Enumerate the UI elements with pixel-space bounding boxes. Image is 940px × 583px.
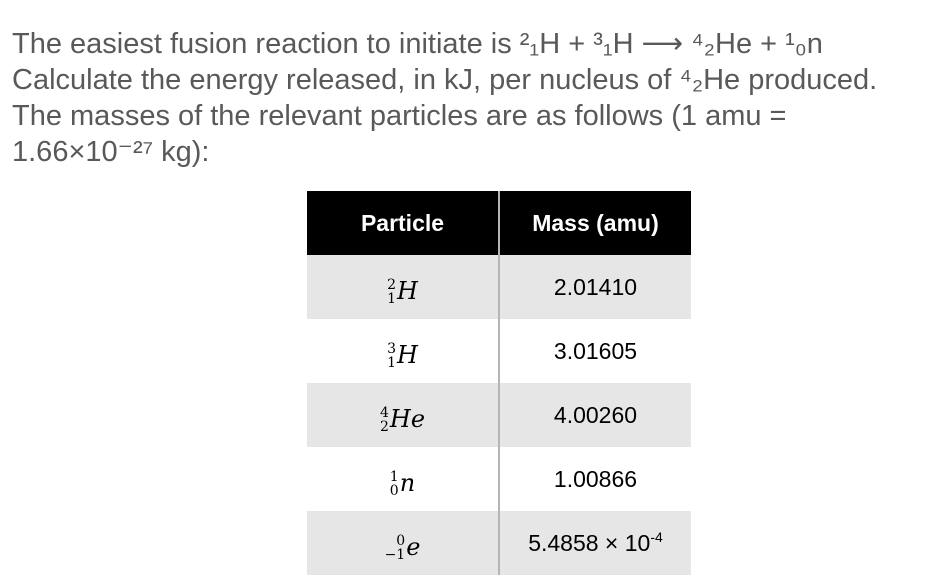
mass-cell: 3.01605	[499, 319, 691, 383]
particle-cell	[307, 319, 499, 383]
mass-number: 4	[379, 405, 389, 421]
table-row	[307, 511, 691, 575]
table-header-row	[307, 191, 691, 255]
atomic-number: 1	[387, 291, 396, 307]
table-row	[307, 447, 691, 511]
element-symbol: n	[399, 469, 416, 497]
mass-number: 2	[387, 277, 396, 293]
mass-number: 1	[389, 469, 399, 485]
question-line-2: Calculate the energy released, in kJ, per nucleus of ⁴₂He produced.	[12, 64, 878, 96]
particle-mass-table	[307, 191, 691, 575]
atomic-number: 2	[379, 419, 389, 435]
mass-cell: 2.01410	[499, 255, 691, 319]
question-line-1: The easiest fusion reaction to initiate is ²₁H + ³₁H ⟶ ⁴₂He + ¹₀n	[12, 28, 823, 60]
element-symbol: He	[389, 405, 426, 433]
atomic-number: 1	[387, 355, 396, 371]
mass-number: 3	[387, 341, 396, 357]
question-line-4: 1.66×10⁻²⁷ kg):	[12, 136, 210, 168]
mass-cell	[499, 511, 691, 575]
element-symbol: H	[396, 341, 418, 369]
mass-exponent: -4	[650, 529, 663, 545]
particle-cell	[307, 447, 499, 511]
nuclide-electron	[385, 532, 421, 562]
table-row	[307, 319, 691, 383]
particle-cell	[307, 383, 499, 447]
nuclide-neutron	[390, 468, 415, 498]
element-symbol: e	[406, 533, 421, 561]
atomic-number: 0	[389, 483, 399, 499]
table-row	[307, 255, 691, 319]
nuclide-tritium	[387, 340, 418, 370]
particle-cell	[307, 255, 499, 319]
mass-number: 0	[396, 533, 406, 549]
atomic-number: −1	[384, 547, 406, 563]
question-line-3: The masses of the relevant particles are as follows (1 amu =	[12, 100, 787, 132]
mass-cell: 4.00260	[499, 383, 691, 447]
header-particle: Particle	[307, 191, 499, 255]
element-symbol: H	[396, 277, 418, 305]
nuclide-helium-4	[380, 404, 425, 434]
nuclide-deuterium	[387, 276, 418, 306]
table-row	[307, 383, 691, 447]
question-text	[12, 26, 937, 170]
mass-cell: 1.00866	[499, 447, 691, 511]
header-mass: Mass (amu)	[499, 191, 691, 255]
particle-cell	[307, 511, 499, 575]
mass-base: 5.4858 × 10	[528, 530, 651, 556]
